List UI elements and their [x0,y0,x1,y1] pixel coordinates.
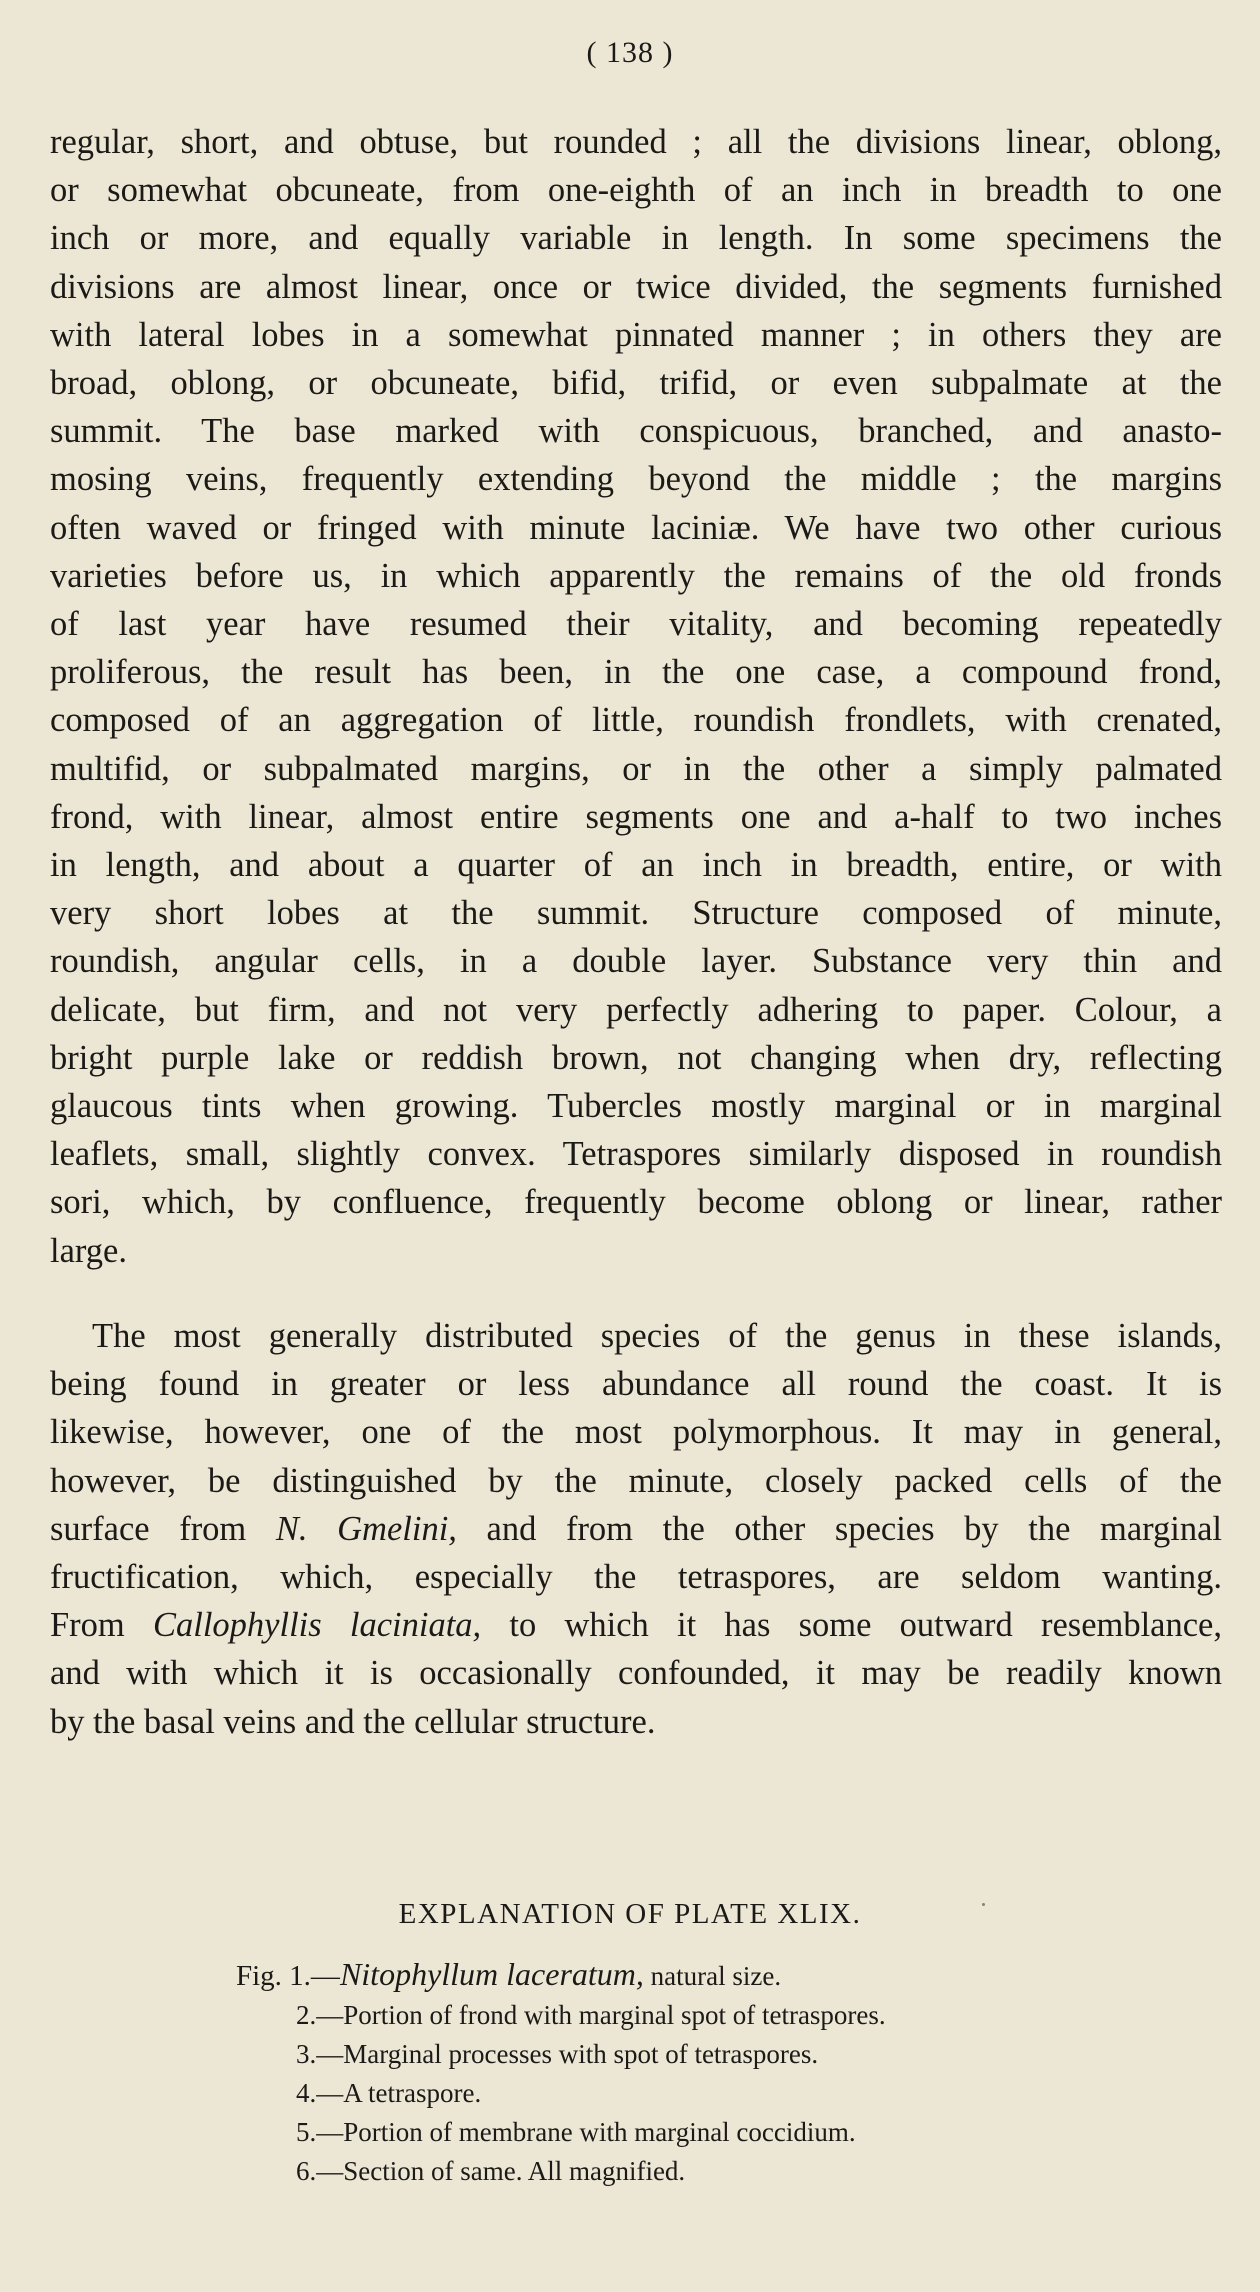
species-name-italic: Callophyllis laciniata, [153,1606,482,1645]
text-line: broad, oblong, or obcuneate, bifid, trifid, or even subpalmate at the [50,364,1222,403]
figure-item [0,1955,1260,1996]
text-line: large. [50,1231,127,1270]
text-run: surface from [50,1509,276,1548]
distribution-paragraph [50,1312,1222,1746]
text-line: roundish, angular cells, in a double layer. Substance very thin and [50,942,1222,981]
text-line: of last year have resumed their vitality, and becoming repeatedly [50,605,1222,644]
text-line: leaflets, small, slightly convex. Tetraspores similarly disposed in roundish [50,1135,1222,1174]
text-line: with lateral lobes in a somewhat pinnated manner ; in others they are [50,315,1222,354]
text-line: regular, short, and obtuse, but rounded ; all the divisions linear, oblong, [50,123,1222,161]
text-run: to which it has some outward resemblance, [481,1606,1222,1645]
text-line: summit. The base marked with conspicuous, branched, and anasto- [50,412,1222,451]
description-paragraph [50,118,1222,1275]
figure-item: 2.—Portion of frond with marginal spot of tetraspores. [296,2000,886,2030]
text-line: bright purple lake or reddish brown, not changing when dry, reflecting [50,1038,1222,1077]
text-run: From [50,1606,153,1645]
text-line: by the basal veins and the cellular structure. [50,1702,656,1741]
paper-speck [982,1903,985,1906]
figure-item: 4.—A tetraspore. [296,2078,482,2108]
figure-caption: natural size. [643,1961,782,1991]
text-line: The most generally distributed species of the genus in these islands, [92,1317,1222,1355]
text-line: multifid, or subpalmated margins, or in the other a simply palmated [50,749,1222,788]
text-line: and with which it is occasionally confounded, it may be readily known [50,1654,1222,1693]
figure-item: 3.—Marginal processes with spot of tetraspores. [296,2039,819,2069]
text-line: or somewhat obcuneate, from one-eighth of an inch in breadth to one [50,171,1222,210]
text-line [50,1601,1222,1649]
species-name-italic: Nitophyllum laceratum, [339,1956,644,1992]
text-line: composed of an aggregation of little, roundish frondlets, with crenated, [50,701,1222,740]
text-line: delicate, but firm, and not very perfectly adhering to paper. Colour, a [50,990,1222,1029]
text-line: divisions are almost linear, once or twice divided, the segments furnished [50,267,1222,306]
text-line: inch or more, and equally variable in length. In some specimens the [50,219,1222,258]
text-line: frond, with linear, almost entire segments one and a-half to two inches [50,797,1222,836]
species-name-italic: N. Gmelini, [275,1509,457,1548]
text-line: likewise, however, one of the most polymorphous. It may in general, [50,1413,1222,1452]
text-line: sori, which, by confluence, frequently become oblong or linear, rather [50,1183,1222,1222]
text-line: mosing veins, frequently extending beyond the middle ; the margins [50,460,1222,499]
text-line: varieties before us, in which apparently the remains of the old fronds [50,556,1222,595]
figure-list [0,1955,1260,2191]
figure-item: 5.—Portion of membrane with marginal coccidium. [296,2117,856,2147]
text-line: proliferous, the result has been, in the one case, a compound frond, [50,653,1222,692]
text-line: very short lobes at the summit. Structure composed of minute, [50,894,1222,933]
figure-item: 6.—Section of same. All magnified. [296,2156,686,2186]
text-line: in length, and about a quarter of an inch in breadth, entire, or with [50,846,1222,885]
text-line: often waved or fringed with minute laciniæ. We have two other curious [50,508,1222,547]
text-run: and from the other species by the marginal [456,1509,1222,1548]
text-line: however, be distinguished by the minute, closely packed cells of the [50,1461,1222,1500]
text-line: glaucous tints when growing. Tubercles mostly marginal or in marginal [50,1087,1222,1126]
text-line: being found in greater or less abundance all round the coast. It is [50,1365,1222,1404]
text-line [50,1505,1222,1553]
plate-explanation-title: EXPLANATION OF PLATE XLIX. [398,1898,862,1930]
text-line: fructification, which, especially the tetraspores, are seldom wanting. [50,1558,1222,1597]
figure-label: Fig. 1.— [236,1960,340,1992]
page-number: ( 138 ) [586,36,674,69]
